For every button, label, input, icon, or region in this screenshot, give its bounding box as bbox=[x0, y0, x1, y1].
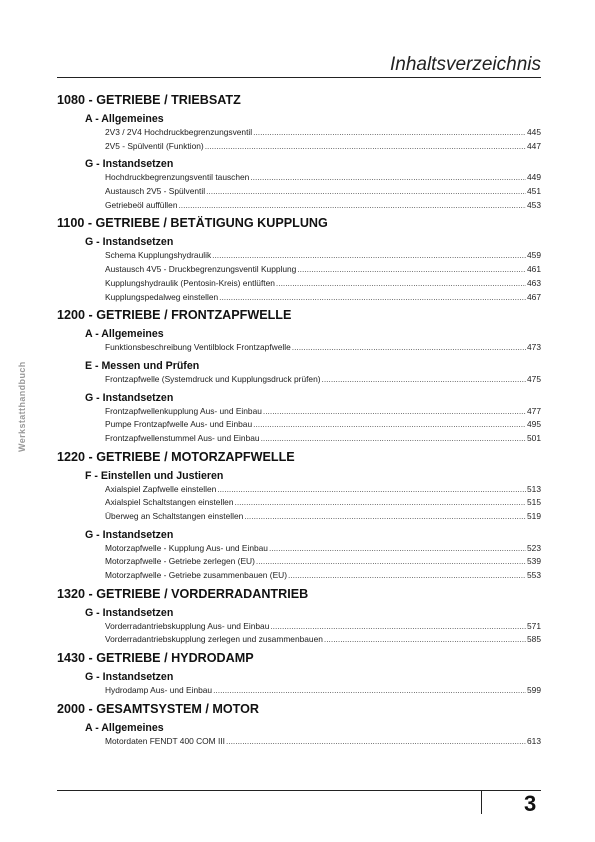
toc-entry-title: Vorderradantriebskupplung zerlegen und zusammenbauen bbox=[105, 634, 323, 645]
section-heading: G - Instandsetzen bbox=[85, 528, 174, 541]
toc-entry-title: Motorzapfwelle - Kupplung Aus- und Einbau bbox=[105, 542, 268, 553]
toc-entry[interactable] bbox=[105, 684, 541, 698]
section-heading: E - Messen und Prüfen bbox=[85, 359, 200, 372]
toc-entry[interactable] bbox=[105, 341, 541, 355]
toc-entry-title: Frontzapfwellenkupplung Aus- und Einbau bbox=[105, 405, 262, 416]
toc-entry[interactable] bbox=[105, 510, 541, 524]
chapter-heading: 1220 - GETRIEBE / MOTORZAPFWELLE bbox=[57, 449, 295, 464]
dot-leader bbox=[217, 483, 526, 497]
dot-leader bbox=[256, 555, 526, 569]
toc-entry-title: Schema Kupplungshydraulik bbox=[105, 250, 212, 261]
toc-entry-page: 449 bbox=[527, 172, 541, 183]
toc-entry-title: Axialspiel Zapfwelle einstellen bbox=[105, 483, 217, 494]
chapter-heading: 2000 - GESAMTSYSTEM / MOTOR bbox=[57, 701, 260, 716]
toc-entry-page: 451 bbox=[527, 186, 541, 197]
toc-entry-page: 513 bbox=[527, 483, 541, 494]
toc-entry-title: 2V5 - Spülventil (Funktion) bbox=[105, 140, 204, 151]
toc-entry[interactable] bbox=[105, 633, 541, 647]
toc-entry[interactable] bbox=[105, 126, 541, 140]
dot-leader bbox=[213, 684, 526, 698]
section-heading: G - Instandsetzen bbox=[85, 236, 174, 249]
dot-leader bbox=[253, 418, 526, 432]
chapter-heading: 1080 - GETRIEBE / TRIEBSATZ bbox=[57, 93, 241, 107]
toc-entry-page: 475 bbox=[527, 373, 541, 384]
page-header-title: Inhaltsverzeichnis bbox=[389, 54, 541, 75]
toc-entry-title: Motordaten FENDT 400 COM III bbox=[105, 735, 225, 746]
toc-entry-title: Hydrodamp Aus- und Einbau bbox=[105, 685, 213, 696]
toc-entry[interactable] bbox=[105, 735, 541, 749]
toc-entry[interactable] bbox=[105, 249, 541, 263]
toc-entry-page: 515 bbox=[527, 497, 541, 508]
toc-entry[interactable] bbox=[105, 263, 541, 277]
toc-entry[interactable] bbox=[105, 277, 541, 291]
toc-entry-page: 539 bbox=[527, 556, 541, 567]
toc-entry-page: 519 bbox=[527, 511, 541, 521]
toc-entry[interactable] bbox=[105, 373, 541, 387]
toc-entry[interactable] bbox=[105, 185, 541, 199]
side-label: Werkstatthandbuch bbox=[17, 361, 27, 452]
dot-leader bbox=[219, 291, 526, 305]
dot-leader bbox=[270, 620, 526, 634]
toc-entry-title: Motorzapfwelle - Getriebe zusammenbauen (EU) bbox=[105, 570, 288, 581]
footer-divider bbox=[481, 790, 482, 814]
dot-leader bbox=[263, 405, 526, 419]
toc-entry-title: Austausch 4V5 - Druckbegrenzungsventil Kupplung bbox=[105, 264, 297, 275]
chapter-heading: 1430 - GETRIEBE / HYDRODAMP bbox=[57, 651, 254, 666]
section-heading: G - Instandsetzen bbox=[85, 158, 174, 171]
toc-entry-page: 459 bbox=[527, 250, 541, 261]
toc-entry-title: Überweg an Schaltstangen einstellen bbox=[105, 511, 244, 521]
chapter-heading: 1200 - GETRIEBE / FRONTZAPFWELLE bbox=[57, 308, 292, 323]
footer-rule bbox=[57, 790, 541, 791]
toc-entry[interactable] bbox=[105, 542, 541, 556]
toc-entry-title: Axialspiel Schaltstangen einstellen bbox=[105, 497, 234, 508]
dot-leader bbox=[178, 199, 526, 213]
toc-entry-title: Vorderradantriebskupplung Aus- und Einbau bbox=[105, 620, 270, 631]
toc-entry-title: Pumpe Frontzapfwelle Aus- und Einbau bbox=[105, 419, 253, 430]
toc-entry[interactable] bbox=[105, 291, 541, 305]
section-heading: A - Allgemeines bbox=[85, 113, 164, 125]
toc-entry-title: Getriebeöl auffüllen bbox=[105, 199, 178, 210]
dot-leader bbox=[250, 171, 526, 185]
header-rule bbox=[57, 77, 541, 78]
dot-leader bbox=[297, 263, 526, 277]
toc-entry-title: Frontzapfwelle (Systemdruck und Kupplungsdruck prüfen) bbox=[105, 373, 321, 384]
toc-entry-title: Austausch 2V5 - Spülventil bbox=[105, 186, 206, 197]
toc-entry-page: 585 bbox=[527, 634, 541, 645]
section-heading: F - Einstellen und Justieren bbox=[85, 469, 224, 482]
toc-entry[interactable] bbox=[105, 432, 541, 446]
section-heading: G - Instandsetzen bbox=[85, 606, 174, 619]
dot-leader bbox=[205, 140, 526, 154]
toc-entry-page: 453 bbox=[527, 199, 541, 210]
dot-leader bbox=[322, 373, 526, 387]
page-number: 3 bbox=[524, 791, 537, 816]
toc-entry-title: Frontzapfwellenstummel Aus- und Einbau bbox=[105, 432, 260, 443]
dot-leader bbox=[253, 126, 526, 140]
toc-entry[interactable] bbox=[105, 199, 541, 213]
dot-leader bbox=[226, 735, 526, 749]
toc-entry-page: 447 bbox=[527, 140, 541, 151]
toc-entry-page: 553 bbox=[527, 570, 541, 581]
toc-entry-page: 523 bbox=[527, 542, 541, 553]
toc-entry-page: 501 bbox=[527, 432, 541, 443]
toc-entry-page: 461 bbox=[527, 264, 541, 275]
toc-entry-page: 463 bbox=[527, 277, 541, 288]
toc-entry-page: 467 bbox=[527, 291, 541, 302]
dot-leader bbox=[324, 633, 526, 647]
toc-entry[interactable] bbox=[105, 418, 541, 432]
dot-leader bbox=[288, 569, 526, 583]
dot-leader bbox=[235, 496, 527, 510]
toc-entry-page: 477 bbox=[527, 405, 541, 416]
toc-entry-page: 473 bbox=[527, 342, 541, 353]
toc-entry-title: Kupplungshydraulik (Pentosin-Kreis) entlüften bbox=[105, 277, 275, 288]
dot-leader bbox=[261, 432, 526, 446]
table-of-contents bbox=[57, 92, 541, 749]
toc-entry-title: Motorzapfwelle - Getriebe zerlegen (EU) bbox=[105, 556, 255, 567]
toc-entry[interactable] bbox=[105, 569, 541, 583]
toc-entry[interactable] bbox=[105, 555, 541, 569]
toc-entry[interactable] bbox=[105, 483, 541, 497]
dot-leader bbox=[244, 510, 526, 524]
toc-entry[interactable] bbox=[105, 620, 541, 634]
section-heading: A - Allgemeines bbox=[85, 721, 164, 734]
section-heading: A - Allgemeines bbox=[85, 328, 164, 341]
toc-entry-page: 571 bbox=[527, 620, 541, 631]
dot-leader bbox=[269, 542, 526, 556]
dot-leader bbox=[276, 277, 526, 291]
toc-entry[interactable] bbox=[105, 171, 541, 185]
toc-entry-page: 495 bbox=[527, 419, 541, 430]
dot-leader bbox=[292, 341, 526, 355]
toc-entry[interactable] bbox=[105, 140, 541, 154]
toc-entry-page: 599 bbox=[527, 685, 541, 696]
toc-entry-title: Kupplungspedalweg einstellen bbox=[105, 291, 219, 302]
toc-entry-title: Funktionsbeschreibung Ventilblock Frontzapfwelle bbox=[105, 342, 291, 353]
toc-entry[interactable] bbox=[105, 405, 541, 419]
section-heading: G - Instandsetzen bbox=[85, 671, 174, 684]
toc-entry-title: Hochdruckbegrenzungsventil tauschen bbox=[105, 172, 250, 183]
chapter-heading: 1320 - GETRIEBE / VORDERRADANTRIEB bbox=[57, 586, 309, 601]
section-heading: G - Instandsetzen bbox=[85, 391, 174, 404]
toc-entry[interactable] bbox=[105, 496, 541, 510]
dot-leader bbox=[206, 185, 526, 199]
toc-entry-page: 445 bbox=[527, 127, 541, 137]
toc-entry-title: 2V3 / 2V4 Hochdruckbegrenzungsventil bbox=[105, 127, 253, 137]
toc-entry-page: 613 bbox=[527, 735, 541, 746]
chapter-heading: 1100 - GETRIEBE / BETÄTIGUNG KUPPLUNG bbox=[57, 216, 328, 231]
dot-leader bbox=[212, 249, 526, 263]
